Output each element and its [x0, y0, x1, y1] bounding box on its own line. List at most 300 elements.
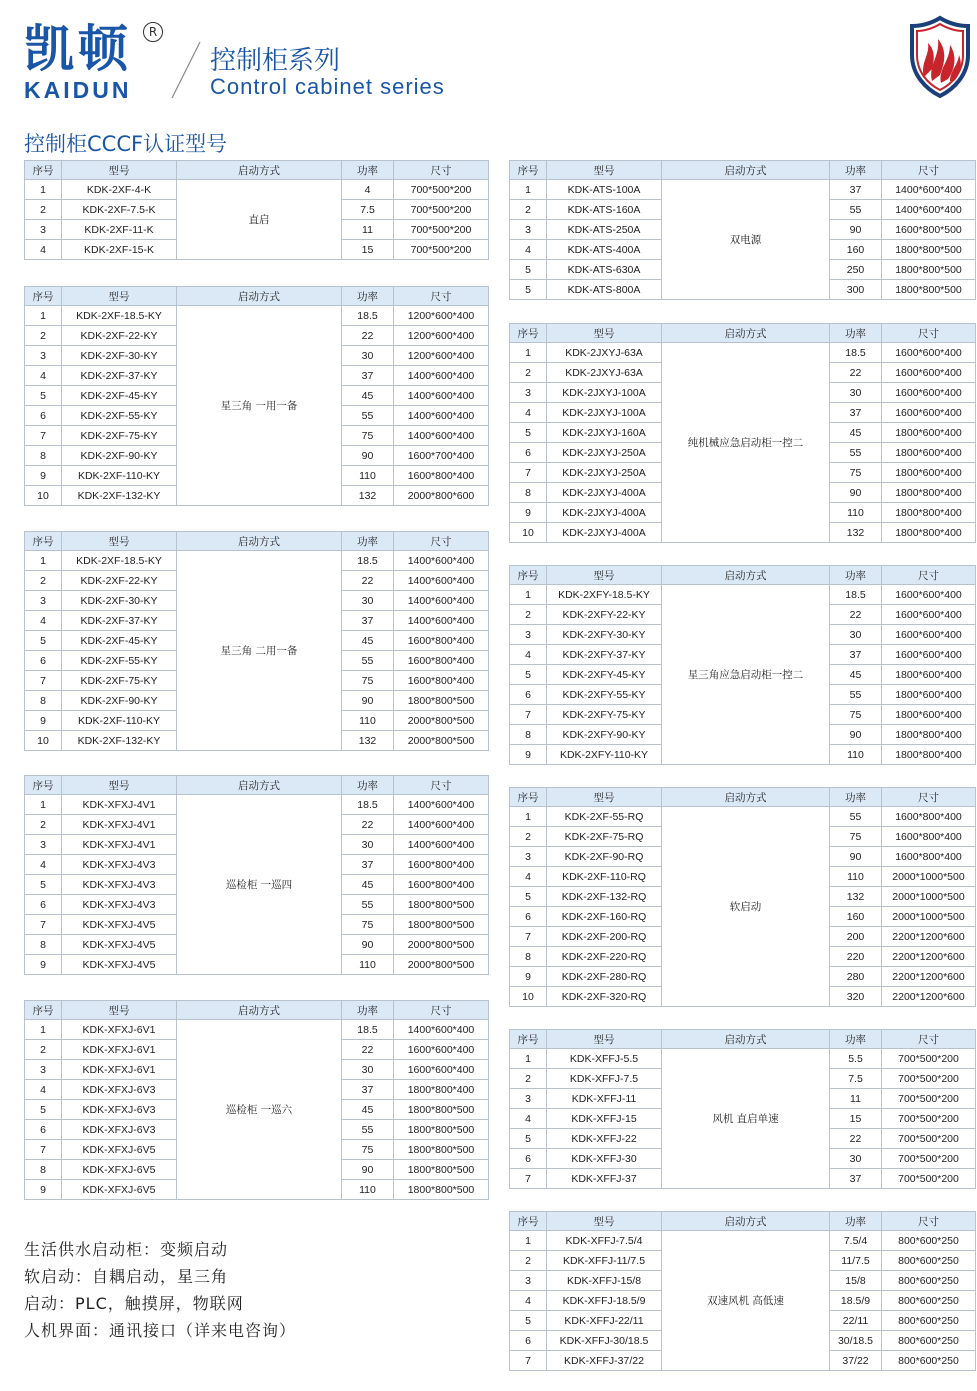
cell-size: 2000*800*500 [394, 731, 489, 751]
cell-model: KDK-2JXYJ-400A [547, 483, 662, 503]
col-power-header: 功率 [830, 788, 882, 807]
col-size-header: 尺寸 [882, 1212, 976, 1231]
spec-table [24, 286, 489, 506]
cell-model: KDK-2XF-90-KY [62, 691, 177, 711]
cell-index: 10 [510, 987, 547, 1007]
cell-power: 45 [342, 631, 394, 651]
cell-model: KDK-2XF-22-KY [62, 571, 177, 591]
cell-model: KDK-2JXYJ-400A [547, 523, 662, 543]
cell-model: KDK-XFXJ-4V1 [62, 835, 177, 855]
col-method-header: 启动方式 [177, 287, 342, 306]
cell-power: 110 [342, 466, 394, 486]
col-model-header: 型号 [547, 161, 662, 180]
spec-table [509, 323, 976, 543]
cell-power: 90 [342, 446, 394, 466]
spec-table [24, 1000, 489, 1200]
col-index-header: 序号 [510, 1030, 547, 1049]
col-size-header: 尺寸 [882, 161, 976, 180]
cell-model: KDK-2XF-75-RQ [547, 827, 662, 847]
spec-table [509, 1211, 976, 1371]
cell-model: KDK-2XF-45-KY [62, 386, 177, 406]
cell-size: 1600*800*400 [882, 827, 976, 847]
col-model-header: 型号 [62, 1001, 177, 1020]
cell-model: KDK-2XF-15-K [62, 240, 177, 260]
cell-index: 6 [510, 443, 547, 463]
cell-model: KDK-2XFY-22-KY [547, 605, 662, 625]
col-model-header: 型号 [547, 1030, 662, 1049]
cell-model: KDK-2XF-90-KY [62, 446, 177, 466]
cell-size: 1400*600*400 [882, 180, 976, 200]
cell-model: KDK-2XFY-37-KY [547, 645, 662, 665]
cell-index: 7 [510, 927, 547, 947]
col-index-header: 序号 [510, 1212, 547, 1231]
col-method-header: 启动方式 [177, 776, 342, 795]
cell-model: KDK-XFXJ-4V1 [62, 795, 177, 815]
cell-power: 18.5 [830, 343, 882, 363]
cell-index: 1 [510, 1231, 547, 1251]
table-row [25, 795, 489, 815]
cell-index: 4 [25, 1080, 62, 1100]
col-index-header: 序号 [25, 287, 62, 306]
col-model-header: 型号 [62, 287, 177, 306]
cell-index: 3 [25, 346, 62, 366]
cell-model: KDK-ATS-250A [547, 220, 662, 240]
cell-size: 1600*800*400 [394, 651, 489, 671]
cell-model: KDK-XFXJ-6V1 [62, 1040, 177, 1060]
cell-size: 1600*600*400 [394, 1040, 489, 1060]
cell-power: 30 [342, 591, 394, 611]
cell-model: KDK-2XF-200-RQ [547, 927, 662, 947]
cell-model: KDK-XFFJ-11 [547, 1089, 662, 1109]
cell-model: KDK-XFXJ-4V3 [62, 895, 177, 915]
cell-size: 1800*800*500 [394, 1100, 489, 1120]
cell-size: 700*500*200 [394, 180, 489, 200]
cell-size: 2000*1000*500 [882, 907, 976, 927]
cell-index: 1 [25, 1020, 62, 1040]
cell-index: 3 [25, 220, 62, 240]
cell-power: 18.5 [342, 306, 394, 326]
cell-power: 110 [342, 955, 394, 975]
cell-model: KDK-XFFJ-37 [547, 1169, 662, 1189]
cell-index: 6 [25, 895, 62, 915]
spec-table [24, 531, 489, 751]
cell-index: 8 [510, 947, 547, 967]
cell-size: 800*600*250 [882, 1271, 976, 1291]
col-power-header: 功率 [830, 324, 882, 343]
cell-model: KDK-2JXYJ-100A [547, 403, 662, 423]
col-index-header: 序号 [25, 161, 62, 180]
cell-index: 4 [510, 240, 547, 260]
col-power-header: 功率 [830, 161, 882, 180]
cell-size: 1400*600*400 [394, 795, 489, 815]
cell-index: 6 [25, 406, 62, 426]
col-index-header: 序号 [510, 566, 547, 585]
cell-power: 30/18.5 [830, 1331, 882, 1351]
table-header-row [25, 532, 489, 551]
table-header-row [25, 287, 489, 306]
cell-size: 1400*600*400 [394, 591, 489, 611]
cell-index: 4 [25, 611, 62, 631]
cell-index: 4 [25, 240, 62, 260]
cell-size: 1800*800*400 [882, 745, 976, 765]
cell-power: 220 [830, 947, 882, 967]
cell-model: KDK-XFXJ-6V1 [62, 1060, 177, 1080]
cell-model: KDK-2XF-11-K [62, 220, 177, 240]
cell-size: 1800*800*400 [882, 523, 976, 543]
cell-power: 18.5 [342, 795, 394, 815]
cell-model: KDK-2XF-55-KY [62, 406, 177, 426]
cell-size: 1600*600*400 [882, 625, 976, 645]
col-method-header: 启动方式 [662, 788, 830, 807]
spec-table [509, 787, 976, 1007]
cell-model: KDK-2XF-55-KY [62, 651, 177, 671]
cell-size: 2000*800*500 [394, 711, 489, 731]
cell-model: KDK-2XF-18.5-KY [62, 306, 177, 326]
cell-index: 5 [510, 887, 547, 907]
cell-model: KDK-2XFY-45-KY [547, 665, 662, 685]
cell-model: KDK-XFXJ-6V5 [62, 1180, 177, 1200]
cell-index: 1 [25, 795, 62, 815]
cell-index: 5 [25, 1100, 62, 1120]
cell-power: 30 [830, 383, 882, 403]
cell-index: 2 [510, 200, 547, 220]
col-power-header: 功率 [342, 776, 394, 795]
cell-model: KDK-2XF-132-KY [62, 486, 177, 506]
cell-size: 700*500*200 [882, 1169, 976, 1189]
cell-size: 1600*600*400 [882, 343, 976, 363]
cell-size: 1400*600*400 [394, 611, 489, 631]
cell-index: 3 [25, 1060, 62, 1080]
cell-index: 5 [510, 1129, 547, 1149]
cell-power: 250 [830, 260, 882, 280]
cell-model: KDK-2JXYJ-160A [547, 423, 662, 443]
col-index-header: 序号 [25, 776, 62, 795]
cell-index: 1 [510, 180, 547, 200]
cell-index: 5 [510, 260, 547, 280]
cell-model: KDK-XFXJ-4V1 [62, 815, 177, 835]
cell-power: 15 [342, 240, 394, 260]
col-size-header: 尺寸 [394, 532, 489, 551]
cell-power: 75 [342, 426, 394, 446]
cell-power: 280 [830, 967, 882, 987]
cell-power: 55 [342, 895, 394, 915]
cell-index: 2 [25, 815, 62, 835]
cell-model: KDK-ATS-800A [547, 280, 662, 300]
cell-index: 7 [25, 426, 62, 446]
cell-index: 9 [510, 967, 547, 987]
cell-index: 1 [510, 807, 547, 827]
cell-model: KDK-XFXJ-4V5 [62, 935, 177, 955]
table-header-row [510, 324, 976, 343]
cell-size: 800*600*250 [882, 1331, 976, 1351]
col-method-header: 启动方式 [662, 324, 830, 343]
cell-power: 110 [830, 745, 882, 765]
cell-power: 18.5/9 [830, 1291, 882, 1311]
cell-power: 55 [342, 651, 394, 671]
cell-index: 10 [510, 523, 547, 543]
col-method-header: 启动方式 [662, 161, 830, 180]
col-power-header: 功率 [342, 161, 394, 180]
col-power-header: 功率 [342, 287, 394, 306]
cell-size: 700*500*200 [394, 200, 489, 220]
cell-index: 5 [510, 423, 547, 443]
cell-index: 3 [25, 835, 62, 855]
cell-model: KDK-2XF-75-KY [62, 426, 177, 446]
cell-power: 90 [342, 1160, 394, 1180]
cell-size: 2000*800*500 [394, 935, 489, 955]
cell-start-method: 巡检柜 一巡六 [177, 1020, 342, 1200]
col-size-header: 尺寸 [882, 324, 976, 343]
col-index-header: 序号 [25, 532, 62, 551]
table-header-row [25, 161, 489, 180]
cell-model: KDK-2XF-4-K [62, 180, 177, 200]
cell-power: 75 [830, 463, 882, 483]
cell-size: 1800*600*400 [882, 443, 976, 463]
cell-power: 37/22 [830, 1351, 882, 1371]
col-size-header: 尺寸 [882, 788, 976, 807]
cell-size: 700*500*200 [394, 240, 489, 260]
cell-index: 7 [510, 1169, 547, 1189]
col-power-header: 功率 [342, 1001, 394, 1020]
cell-model: KDK-XFXJ-6V3 [62, 1100, 177, 1120]
cell-size: 1600*800*400 [394, 855, 489, 875]
cell-power: 90 [830, 483, 882, 503]
cell-power: 7.5 [342, 200, 394, 220]
cell-size: 1800*800*500 [882, 260, 976, 280]
cell-model: KDK-XFFJ-5.5 [547, 1049, 662, 1069]
cell-size: 1800*800*400 [882, 483, 976, 503]
cell-index: 2 [25, 200, 62, 220]
cell-size: 1800*800*400 [394, 1080, 489, 1100]
cell-index: 4 [510, 867, 547, 887]
cell-size: 1800*600*400 [882, 423, 976, 443]
col-power-header: 功率 [830, 1030, 882, 1049]
cell-size: 1600*800*400 [394, 875, 489, 895]
cell-size: 1800*800*500 [394, 1180, 489, 1200]
cell-power: 132 [830, 523, 882, 543]
registered-mark: R [143, 22, 163, 42]
cell-index: 4 [510, 403, 547, 423]
section-title: 控制柜CCCF认证型号 [24, 132, 228, 156]
brand-name-en: KAIDUN [24, 77, 132, 103]
cell-power: 90 [342, 691, 394, 711]
cell-size: 1600*800*500 [882, 220, 976, 240]
cell-power: 30 [830, 625, 882, 645]
table-row [25, 1020, 489, 1040]
cell-size: 1600*800*400 [882, 807, 976, 827]
cell-size: 1800*600*400 [882, 665, 976, 685]
cell-power: 55 [830, 443, 882, 463]
cell-model: KDK-XFFJ-15/8 [547, 1271, 662, 1291]
cell-model: KDK-XFFJ-18.5/9 [547, 1291, 662, 1311]
divider-slash [168, 40, 204, 100]
cell-model: KDK-XFFJ-37/22 [547, 1351, 662, 1371]
note-line: 启动：PLC，触摸屏，物联网 [24, 1294, 244, 1313]
cell-model: KDK-XFXJ-6V3 [62, 1120, 177, 1140]
cell-index: 7 [510, 463, 547, 483]
cell-index: 6 [25, 1120, 62, 1140]
cell-model: KDK-2XF-30-KY [62, 591, 177, 611]
cell-model: KDK-XFFJ-30 [547, 1149, 662, 1169]
cell-size: 1600*600*400 [882, 403, 976, 423]
cell-power: 30 [342, 835, 394, 855]
cell-index: 4 [510, 1109, 547, 1129]
cell-model: KDK-2XF-220-RQ [547, 947, 662, 967]
cell-model: KDK-2JXYJ-250A [547, 443, 662, 463]
cell-size: 1600*600*400 [882, 383, 976, 403]
cell-size: 1600*600*400 [882, 645, 976, 665]
spec-table [509, 160, 976, 300]
cell-index: 4 [25, 366, 62, 386]
cell-model: KDK-2XF-7.5-K [62, 200, 177, 220]
cell-index: 7 [25, 1140, 62, 1160]
cell-power: 200 [830, 927, 882, 947]
cell-start-method: 双电源 [662, 180, 830, 300]
cell-model: KDK-2XFY-75-KY [547, 705, 662, 725]
cell-index: 6 [510, 1149, 547, 1169]
cell-power: 160 [830, 907, 882, 927]
cell-power: 18.5 [342, 1020, 394, 1040]
cell-model: KDK-2XF-75-KY [62, 671, 177, 691]
cell-index: 4 [510, 1291, 547, 1311]
col-index-header: 序号 [25, 1001, 62, 1020]
cell-index: 3 [25, 591, 62, 611]
cell-index: 5 [510, 280, 547, 300]
cell-index: 7 [25, 915, 62, 935]
notes-block [24, 1236, 296, 1344]
cell-size: 800*600*250 [882, 1311, 976, 1331]
cell-index: 6 [510, 685, 547, 705]
table-header-row [510, 161, 976, 180]
cell-model: KDK-2XF-320-RQ [547, 987, 662, 1007]
cell-size: 700*500*200 [882, 1129, 976, 1149]
cell-power: 5.5 [830, 1049, 882, 1069]
cell-power: 22 [830, 363, 882, 383]
cell-model: KDK-ATS-630A [547, 260, 662, 280]
cell-size: 2200*1200*600 [882, 947, 976, 967]
cell-index: 2 [510, 1069, 547, 1089]
table-row [510, 807, 976, 827]
table-row [510, 1231, 976, 1251]
col-power-header: 功率 [830, 566, 882, 585]
col-model-header: 型号 [62, 161, 177, 180]
cell-power: 110 [342, 711, 394, 731]
cell-power: 37 [342, 855, 394, 875]
table-row [25, 306, 489, 326]
cell-index: 5 [25, 386, 62, 406]
cell-power: 75 [342, 671, 394, 691]
cell-power: 18.5 [830, 585, 882, 605]
cell-index: 2 [510, 827, 547, 847]
spec-table [509, 1029, 976, 1189]
cell-size: 800*600*250 [882, 1291, 976, 1311]
cell-size: 1400*600*400 [394, 835, 489, 855]
cell-size: 1800*800*500 [394, 1160, 489, 1180]
cell-power: 45 [342, 1100, 394, 1120]
cell-power: 45 [342, 386, 394, 406]
col-method-header: 启动方式 [177, 532, 342, 551]
cell-model: KDK-XFXJ-4V3 [62, 855, 177, 875]
cell-model: KDK-2XF-110-KY [62, 466, 177, 486]
spec-table [509, 565, 976, 765]
cell-index: 4 [510, 645, 547, 665]
cell-size: 800*600*250 [882, 1351, 976, 1371]
cell-power: 132 [342, 731, 394, 751]
cell-model: KDK-2XF-110-RQ [547, 867, 662, 887]
col-model-header: 型号 [62, 532, 177, 551]
cell-power: 22/11 [830, 1311, 882, 1331]
cell-model: KDK-XFFJ-11/7.5 [547, 1251, 662, 1271]
cell-power: 37 [830, 645, 882, 665]
cell-size: 1600*600*400 [882, 605, 976, 625]
cell-power: 75 [830, 705, 882, 725]
col-method-header: 启动方式 [662, 1030, 830, 1049]
cell-size: 2000*1000*500 [882, 867, 976, 887]
cell-index: 2 [25, 1040, 62, 1060]
cell-size: 2000*1000*500 [882, 887, 976, 907]
cell-index: 3 [510, 625, 547, 645]
cell-power: 90 [830, 847, 882, 867]
table-row [25, 180, 489, 200]
cell-size: 1400*600*400 [394, 815, 489, 835]
cell-power: 132 [342, 486, 394, 506]
cell-power: 160 [830, 240, 882, 260]
cell-size: 1800*800*500 [882, 240, 976, 260]
col-index-header: 序号 [510, 161, 547, 180]
cell-model: KDK-2XFY-55-KY [547, 685, 662, 705]
cell-power: 30 [830, 1149, 882, 1169]
cell-power: 30 [342, 346, 394, 366]
cell-power: 110 [830, 867, 882, 887]
cell-power: 90 [830, 725, 882, 745]
cell-model: KDK-2XF-55-RQ [547, 807, 662, 827]
cell-power: 37 [342, 1080, 394, 1100]
cell-power: 55 [830, 685, 882, 705]
cell-size: 1400*600*400 [394, 426, 489, 446]
cell-power: 7.5 [830, 1069, 882, 1089]
cell-index: 8 [510, 725, 547, 745]
cell-model: KDK-2JXYJ-63A [547, 363, 662, 383]
table-header-row [25, 776, 489, 795]
cell-size: 1400*600*400 [394, 571, 489, 591]
cell-model: KDK-ATS-160A [547, 200, 662, 220]
cell-power: 300 [830, 280, 882, 300]
cell-index: 8 [25, 691, 62, 711]
cell-size: 800*600*250 [882, 1231, 976, 1251]
series-title-cn: 控制柜系列 [210, 46, 341, 76]
cell-power: 45 [830, 423, 882, 443]
cell-power: 75 [830, 827, 882, 847]
spec-table [24, 160, 489, 260]
cell-index: 1 [25, 306, 62, 326]
cell-model: KDK-2XFY-30-KY [547, 625, 662, 645]
note-line: 软启动：自耦启动，星三角 [24, 1267, 229, 1286]
cell-index: 6 [510, 907, 547, 927]
cell-model: KDK-ATS-100A [547, 180, 662, 200]
cell-model: KDK-2XF-37-KY [62, 366, 177, 386]
cell-model: KDK-2XF-18.5-KY [62, 551, 177, 571]
cell-index: 2 [25, 571, 62, 591]
spec-table [24, 775, 489, 975]
cell-model: KDK-XFFJ-7.5/4 [547, 1231, 662, 1251]
cell-size: 1200*600*400 [394, 346, 489, 366]
cell-index: 10 [25, 731, 62, 751]
cell-index: 1 [510, 585, 547, 605]
col-method-header: 启动方式 [662, 1212, 830, 1231]
cell-power: 75 [342, 915, 394, 935]
cell-start-method: 星三角 二用一备 [177, 551, 342, 751]
table-row [25, 551, 489, 571]
